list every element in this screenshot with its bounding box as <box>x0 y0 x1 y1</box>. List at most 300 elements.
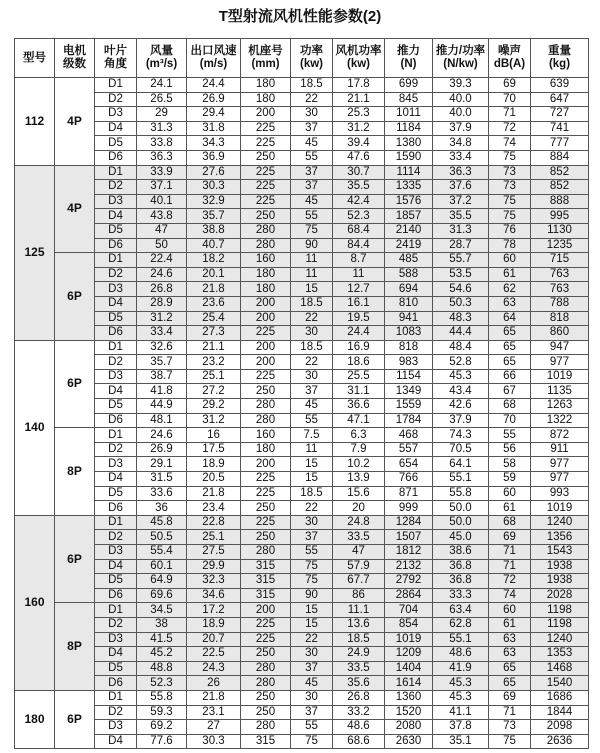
table-cell: 947 <box>531 340 589 355</box>
table-cell: 35.6 <box>333 676 385 691</box>
table-cell: 50 <box>137 238 187 253</box>
table-cell: 25.1 <box>187 369 241 384</box>
table-cell: 1812 <box>385 545 433 560</box>
table-cell: 43.4 <box>433 384 489 399</box>
table-cell: 55.4 <box>137 545 187 560</box>
table-cell: 200 <box>241 296 291 311</box>
table-cell: 38.7 <box>137 369 187 384</box>
column-header <box>385 39 433 78</box>
table-cell: D4 <box>95 734 137 749</box>
table-cell: 225 <box>241 326 291 341</box>
table-cell: 59.3 <box>137 705 187 720</box>
table-cell: 35.7 <box>137 355 187 370</box>
table-cell: D2 <box>95 530 137 545</box>
table-row <box>15 690 589 705</box>
table-row <box>15 501 589 516</box>
table-cell: 2864 <box>385 588 433 603</box>
table-cell: 54.6 <box>433 282 489 297</box>
table-cell: 62.8 <box>433 617 489 632</box>
table-cell: 280 <box>241 399 291 414</box>
table-row <box>15 617 589 632</box>
table-cell: 1263 <box>531 399 589 414</box>
table-cell: 75 <box>489 150 531 165</box>
table-cell: 34.3 <box>187 136 241 151</box>
model-cell: 112 <box>15 78 55 166</box>
table-cell: 17.8 <box>333 78 385 93</box>
table-cell: 45 <box>291 136 333 151</box>
table-cell: 27.2 <box>187 384 241 399</box>
table-cell: D2 <box>95 355 137 370</box>
table-cell: D4 <box>95 384 137 399</box>
column-header-text: 型号 <box>23 51 46 64</box>
table-cell: 647 <box>531 92 589 107</box>
column-header-text: (N/kw) <box>443 58 478 70</box>
table-cell: 1857 <box>385 209 433 224</box>
column-header-text: (mm) <box>251 58 280 70</box>
table-cell: 852 <box>531 165 589 180</box>
table-cell: 35.1 <box>433 734 489 749</box>
table-cell: 39.4 <box>333 136 385 151</box>
table-cell: 15 <box>291 617 333 632</box>
table-cell: 19.5 <box>333 311 385 326</box>
table-cell: 30 <box>291 107 333 122</box>
table-cell: 854 <box>385 617 433 632</box>
table-cell: 27.3 <box>187 326 241 341</box>
table-cell: 22.8 <box>187 515 241 530</box>
table-cell: 55.8 <box>137 690 187 705</box>
table-cell: 2028 <box>531 588 589 603</box>
column-header-text: 推力/功率 <box>435 45 486 57</box>
table-cell: D3 <box>95 720 137 735</box>
table-cell: 31.2 <box>333 121 385 136</box>
table-cell: 35.7 <box>187 209 241 224</box>
table-cell: 24.6 <box>137 267 187 282</box>
table-cell: 788 <box>531 296 589 311</box>
table-cell: 31.3 <box>137 121 187 136</box>
table-cell: D2 <box>95 180 137 195</box>
table-cell: 48.6 <box>333 720 385 735</box>
table-cell: 21.1 <box>187 340 241 355</box>
table-cell: 47.6 <box>333 150 385 165</box>
table-row <box>15 223 589 238</box>
table-cell: 20.1 <box>187 267 241 282</box>
table-cell: 1353 <box>531 647 589 662</box>
table-cell: 763 <box>531 282 589 297</box>
table-cell: 995 <box>531 209 589 224</box>
table-cell: 24.3 <box>187 661 241 676</box>
table-cell: 33.3 <box>433 588 489 603</box>
column-header <box>291 39 333 78</box>
table-cell: 30.3 <box>187 180 241 195</box>
table-cell: 84.4 <box>333 238 385 253</box>
table-cell: 225 <box>241 632 291 647</box>
table-cell: 41.5 <box>137 632 187 647</box>
table-cell: 24.9 <box>333 647 385 662</box>
table-cell: 715 <box>531 253 589 268</box>
table-row <box>15 457 589 472</box>
table-row <box>15 676 589 691</box>
table-cell: 69.2 <box>137 720 187 735</box>
table-cell: 1284 <box>385 515 433 530</box>
table-cell: 52.3 <box>333 209 385 224</box>
table-cell: 31.1 <box>333 384 385 399</box>
table-cell: 65 <box>489 355 531 370</box>
table-cell: 8.7 <box>333 253 385 268</box>
table-cell: D3 <box>95 194 137 209</box>
table-cell: D5 <box>95 399 137 414</box>
table-cell: 34.6 <box>187 588 241 603</box>
table-cell: 69 <box>489 78 531 93</box>
table-cell: 55 <box>291 413 333 428</box>
table-cell: 280 <box>241 545 291 560</box>
table-cell: 1380 <box>385 136 433 151</box>
table-cell: 280 <box>241 661 291 676</box>
motor-poles-cell: 6P <box>55 515 95 603</box>
column-header-text: 风机功率 <box>335 45 382 57</box>
column-header-text: 叶片 <box>104 45 127 57</box>
table-cell: 1198 <box>531 603 589 618</box>
table-cell: 31.2 <box>187 413 241 428</box>
table-cell: 75 <box>489 194 531 209</box>
table-cell: 26.5 <box>137 92 187 107</box>
table-cell: 983 <box>385 355 433 370</box>
table-cell: 45.3 <box>433 369 489 384</box>
table-cell: 280 <box>241 676 291 691</box>
table-cell: 2140 <box>385 223 433 238</box>
table-cell: 40.0 <box>433 92 489 107</box>
table-cell: 639 <box>531 78 589 93</box>
table-cell: 280 <box>241 238 291 253</box>
column-header <box>489 39 531 78</box>
model-cell: 160 <box>15 515 55 690</box>
table-cell: 20.5 <box>187 472 241 487</box>
table-cell: 200 <box>241 355 291 370</box>
table-cell: 65 <box>489 676 531 691</box>
table-cell: 44.9 <box>137 399 187 414</box>
table-cell: 38.8 <box>187 223 241 238</box>
table-cell: D3 <box>95 107 137 122</box>
table-cell: 68.6 <box>333 734 385 749</box>
table-cell: 69.6 <box>137 588 187 603</box>
table-cell: D5 <box>95 311 137 326</box>
table-cell: 1114 <box>385 165 433 180</box>
table-cell: D6 <box>95 588 137 603</box>
table-cell: 1019 <box>531 501 589 516</box>
table-cell: D5 <box>95 661 137 676</box>
table-cell: D2 <box>95 267 137 282</box>
table-cell: 26.9 <box>137 442 187 457</box>
table-cell: 37 <box>291 384 333 399</box>
table-cell: 68 <box>489 515 531 530</box>
table-cell: 727 <box>531 107 589 122</box>
table-cell: 36.9 <box>187 150 241 165</box>
table-row <box>15 588 589 603</box>
table-cell: 225 <box>241 180 291 195</box>
table-cell: 40.1 <box>137 194 187 209</box>
table-cell: 6.3 <box>333 428 385 443</box>
table-cell: 16 <box>187 428 241 443</box>
table-cell: 33.4 <box>433 150 489 165</box>
column-header <box>531 39 589 78</box>
table-cell: D1 <box>95 253 137 268</box>
table-cell: 33.9 <box>137 165 187 180</box>
table-cell: 73 <box>489 165 531 180</box>
table-cell: 45.8 <box>137 515 187 530</box>
table-cell: 1198 <box>531 617 589 632</box>
table-cell: 225 <box>241 617 291 632</box>
table-cell: D2 <box>95 92 137 107</box>
table-cell: 280 <box>241 223 291 238</box>
table-cell: 180 <box>241 442 291 457</box>
table-row <box>15 647 589 662</box>
table-row <box>15 472 589 487</box>
table-cell: 55.8 <box>433 486 489 501</box>
column-header-text: 角度 <box>104 58 127 70</box>
table-cell: 160 <box>241 428 291 443</box>
table-cell: 225 <box>241 369 291 384</box>
table-cell: 12.7 <box>333 282 385 297</box>
table-cell: 31.5 <box>137 472 187 487</box>
table-cell: 40.0 <box>433 107 489 122</box>
table-cell: 860 <box>531 326 589 341</box>
table-cell: 78 <box>489 238 531 253</box>
table-cell: 37.8 <box>433 720 489 735</box>
table-cell: D6 <box>95 676 137 691</box>
table-cell: 11.1 <box>333 603 385 618</box>
table-cell: 48.1 <box>137 413 187 428</box>
table-cell: 60 <box>489 253 531 268</box>
model-cell: 180 <box>15 690 55 748</box>
table-row <box>15 267 589 282</box>
table-cell: 1938 <box>531 559 589 574</box>
table-cell: 250 <box>241 530 291 545</box>
table-cell: 1154 <box>385 369 433 384</box>
table-cell: 77.6 <box>137 734 187 749</box>
table-cell: 30 <box>291 515 333 530</box>
table-cell: 42.4 <box>333 194 385 209</box>
table-cell: 15 <box>291 457 333 472</box>
table-cell: D3 <box>95 369 137 384</box>
table-cell: 41.1 <box>433 705 489 720</box>
table-cell: 75 <box>291 574 333 589</box>
table-cell: 36.6 <box>333 399 385 414</box>
table-cell: 73 <box>489 720 531 735</box>
table-cell: 30 <box>291 326 333 341</box>
table-cell: D4 <box>95 209 137 224</box>
column-header <box>137 39 187 78</box>
table-row <box>15 107 589 122</box>
table-cell: 7.9 <box>333 442 385 457</box>
table-cell: 26.8 <box>137 282 187 297</box>
table-row <box>15 559 589 574</box>
table-row <box>15 340 589 355</box>
table-cell: 29 <box>137 107 187 122</box>
table-cell: 55.1 <box>433 472 489 487</box>
table-cell: D6 <box>95 326 137 341</box>
column-header-text: (kw) <box>347 58 370 70</box>
table-cell: 884 <box>531 150 589 165</box>
table-row <box>15 121 589 136</box>
table-cell: 777 <box>531 136 589 151</box>
motor-poles-cell: 8P <box>55 428 95 516</box>
table-cell: 25.4 <box>187 311 241 326</box>
table-cell: 15 <box>291 472 333 487</box>
table-row <box>15 442 589 457</box>
table-cell: 24.4 <box>187 78 241 93</box>
table-cell: 68 <box>489 399 531 414</box>
table-cell: D1 <box>95 340 137 355</box>
table-cell: 763 <box>531 267 589 282</box>
table-cell: 67.7 <box>333 574 385 589</box>
column-header-text: dB(A) <box>493 58 526 70</box>
motor-poles-cell: 6P <box>55 340 95 428</box>
table-cell: 1322 <box>531 413 589 428</box>
table-cell: 1011 <box>385 107 433 122</box>
table-cell: 225 <box>241 515 291 530</box>
table-cell: 2636 <box>531 734 589 749</box>
table-cell: 47.1 <box>333 413 385 428</box>
table-cell: 45.0 <box>433 530 489 545</box>
parameter-table <box>14 38 589 749</box>
table-cell: D2 <box>95 617 137 632</box>
table-cell: 71 <box>489 559 531 574</box>
table-cell: 818 <box>385 340 433 355</box>
table-cell: 22 <box>291 501 333 516</box>
table-cell: 50.5 <box>137 530 187 545</box>
table-cell: 69 <box>489 530 531 545</box>
table-cell: 225 <box>241 136 291 151</box>
table-cell: 11 <box>291 267 333 282</box>
table-cell: 38.6 <box>433 545 489 560</box>
table-cell: 18.5 <box>291 78 333 93</box>
table-cell: 977 <box>531 472 589 487</box>
table-cell: D1 <box>95 690 137 705</box>
table-cell: 30 <box>291 369 333 384</box>
table-cell: 15 <box>291 282 333 297</box>
table-cell: 60.1 <box>137 559 187 574</box>
table-cell: 72 <box>489 574 531 589</box>
table-cell: 15 <box>291 603 333 618</box>
table-cell: 180 <box>241 267 291 282</box>
table-cell: 1614 <box>385 676 433 691</box>
table-cell: 35.5 <box>333 180 385 195</box>
table-cell: 43.8 <box>137 209 187 224</box>
table-cell: 63.4 <box>433 603 489 618</box>
table-row <box>15 326 589 341</box>
table-cell: 180 <box>241 78 291 93</box>
column-header-text: 重量 <box>548 45 571 57</box>
table-cell: 18.2 <box>187 253 241 268</box>
table-cell: 766 <box>385 472 433 487</box>
table-cell: 18.5 <box>291 340 333 355</box>
table-cell: 36.3 <box>433 165 489 180</box>
table-cell: 22 <box>291 632 333 647</box>
table-row <box>15 165 589 180</box>
table-cell: D5 <box>95 223 137 238</box>
table-row <box>15 209 589 224</box>
column-header-text: 功率 <box>300 45 323 57</box>
table-cell: 74.3 <box>433 428 489 443</box>
table-cell: 37 <box>291 530 333 545</box>
table-cell: 315 <box>241 559 291 574</box>
table-row <box>15 720 589 735</box>
column-header <box>333 39 385 78</box>
model-cell: 140 <box>15 340 55 515</box>
table-cell: 37 <box>291 165 333 180</box>
table-cell: 1349 <box>385 384 433 399</box>
table-cell: D6 <box>95 413 137 428</box>
table-cell: 48.3 <box>433 311 489 326</box>
table-row <box>15 530 589 545</box>
table-cell: 47 <box>137 223 187 238</box>
table-cell: 59 <box>489 472 531 487</box>
table-cell: 36 <box>137 501 187 516</box>
table-cell: D5 <box>95 136 137 151</box>
table-cell: 1576 <box>385 194 433 209</box>
table-cell: 41.9 <box>433 661 489 676</box>
table-cell: 993 <box>531 486 589 501</box>
table-cell: 11 <box>291 442 333 457</box>
table-cell: 20.7 <box>187 632 241 647</box>
column-header <box>95 39 137 78</box>
table-cell: 55 <box>291 209 333 224</box>
column-header-text: (m³/s) <box>145 58 178 70</box>
column-header-text: (N) <box>400 58 417 70</box>
table-cell: 71 <box>489 107 531 122</box>
table-cell: 36.8 <box>433 559 489 574</box>
table-cell: 2098 <box>531 720 589 735</box>
table-cell: 1360 <box>385 690 433 705</box>
table-cell: 23.4 <box>187 501 241 516</box>
table-cell: 20 <box>333 501 385 516</box>
table-row <box>15 194 589 209</box>
table-cell: 280 <box>241 720 291 735</box>
table-cell: 280 <box>241 413 291 428</box>
table-header <box>15 39 589 78</box>
table-cell: 37.6 <box>433 180 489 195</box>
table-cell: 23.6 <box>187 296 241 311</box>
table-cell: 28.9 <box>137 296 187 311</box>
table-cell: 21.8 <box>187 690 241 705</box>
table-cell: 34.8 <box>433 136 489 151</box>
table-cell: 70 <box>489 92 531 107</box>
table-row <box>15 545 589 560</box>
table-row <box>15 150 589 165</box>
table-cell: 1335 <box>385 180 433 195</box>
table-row <box>15 705 589 720</box>
table-cell: 11 <box>291 253 333 268</box>
table-row <box>15 632 589 647</box>
table-cell: 75 <box>489 209 531 224</box>
table-cell: 75 <box>489 734 531 749</box>
table-cell: 24.8 <box>333 515 385 530</box>
table-cell: 38 <box>137 617 187 632</box>
table-cell: 18.9 <box>187 617 241 632</box>
table-cell: 50.0 <box>433 515 489 530</box>
table-cell: 871 <box>385 486 433 501</box>
table-cell: 1240 <box>531 515 589 530</box>
table-cell: 1686 <box>531 690 589 705</box>
table-cell: 62 <box>489 282 531 297</box>
table-cell: 22.4 <box>137 253 187 268</box>
table-cell: 29.4 <box>187 107 241 122</box>
table-cell: 18.6 <box>333 355 385 370</box>
table-cell: 694 <box>385 282 433 297</box>
table-cell: 17.5 <box>187 442 241 457</box>
table-cell: 29.2 <box>187 399 241 414</box>
table-cell: 999 <box>385 501 433 516</box>
table-cell: 200 <box>241 457 291 472</box>
